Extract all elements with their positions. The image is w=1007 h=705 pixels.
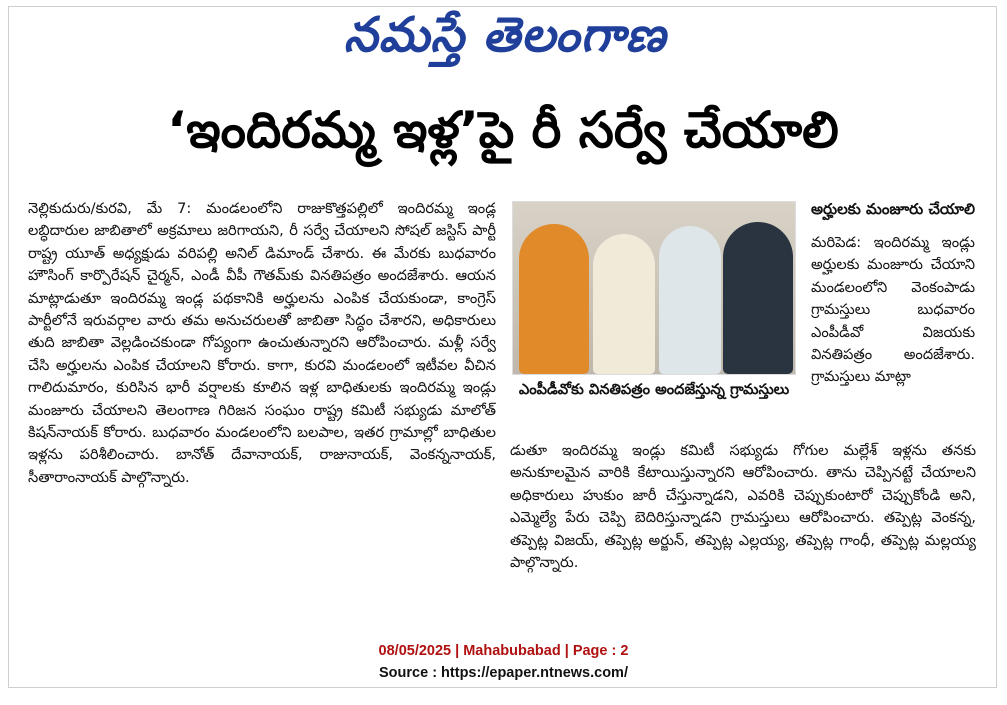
article-headline: ‘ఇందిరమ్మ ఇళ్ల’పై రీ సర్వే చేయాలి — [167, 100, 839, 159]
person-figure — [659, 226, 721, 374]
photo-caption: ఎంపీడీవోకు వినతిపత్రం అందజేస్తున్న గ్రామస్తులు — [518, 381, 790, 398]
side-article-body: మరిపెడ: ఇందిరమ్మ ఇండ్లు అర్హులకు మంజూరు చేయాని మండలంలోని వెంకంపాడు గ్రామస్తులు బుధవారం ఎంపీడీవో విజయకు వినతిపత్రం అందజేశారు. గ్రామస్తులు మాట్లా — [811, 234, 975, 386]
side-article-continuation: డుతూ ఇందిరమ్మ ఇండ్లు కమిటీ సభ్యుడు గోగుల మల్లేశ్ ఇళ్లను తనకు అనుకూలమైన వారికి కేటాయిస్తున్నారని ఆరోపించారు. తాను చెప్పినట్టే చేయాలని అధికారులు హుకుం జారీ చేస్తున్నాడని, ఎవరికి చెప్పుకుంటారో చెప్పుకోండి అని, ఎమ్మెల్యే పేరు చెప్పి బెదిరిస్తున్నాడని గ్రామస్తులు ఆరోపించారు. తప్పెట్ల వెంకన్న, తప్పెట్ల విజయ్, తప్పెట్ల అర్జున్, తప్పెట్ల ఎల్లయ్య, తప్పెట్ల గాంధీ, తప్పెట్ల మల్లయ్య పాల్గొన్నారు. — [510, 442, 976, 572]
newspaper-masthead: నమస్తే తెలంగాణ — [343, 7, 667, 63]
side-article — [811, 198, 975, 389]
person-figure — [519, 224, 589, 374]
news-photo — [512, 201, 796, 375]
footer-source-line: Source : https://epaper.ntnews.com/ — [379, 665, 628, 681]
person-figure — [593, 234, 655, 374]
side-article-subheading: అర్హులకు మంజూరు చేయాలి — [811, 200, 975, 218]
footer-date-line: 08/05/2025 | Mahabubabad | Page : 2 — [378, 643, 629, 659]
person-figure — [723, 222, 793, 374]
main-article-body: నెల్లికుదురు/కురవి, మే 7: మండలంలోని రాజుకొత్తపల్లిలో ఇందిరమ్మ ఇండ్ల లబ్ధిదారుల జాబితాలో అక్రమాలు జరిగాయని, రీ సర్వే చేయాలని సోషల్ జస్టిస్ పార్టీ రాష్ట్ర యూత్ అధ్యక్షుడు వరిపల్లి అనిల్ డిమాండ్ చేశారు. ఈ మేరకు బుధవారం హౌసింగ్ కార్పొరేషన్ చైర్మన్, ఎండీ వీపీ గౌతమ్‌కు వినతిపత్రం అందజేశారు. ఆయన మాట్లాడుతూ ఇందిరమ్మ ఇండ్ల పథకానికి అర్హులను ఎంపిక చేయకుండా, కాంగ్రెస్ పార్టీలోనే ఇరువర్గాల వారు తమ అనుచరులతో జాబితా సిద్ధం చేశారని, అధికారులు తుది జాబితా వెల్లడించకుండా గోప్యంగా ఉంచుతున్నారని ఆరోపించారు. మళ్లీ సర్వే చేసి అర్హులను ఎంపిక చేయాలని కోరారు. కాగా, కురవి మండలంలో ఇటీవల వీచిన గాలిదుమారం, కురిసిన భారీ వర్షాలకు కూలిన ఇళ్ల బాధితులకు ఇందిరమ్మ ఇండ్లు మంజూరు చేయాలని తెలంగాణ గిరిజన సంఘం రాష్ట్ర కమిటీ సభ్యుడు మాలోత్ కిషన్‌నాయక్ కోరారు. బుధవారం మండలంలోని బలపాల, ఇతర గ్రామాల్లో బాధితుల ఇళ్లను పరిశీలించారు. బానోత్ దేవానాయక్, రాజునాయక్, వెంకన్ననాయక్, సీతారాంనాయక్ పాల్గొన్నారు. — [28, 200, 496, 486]
